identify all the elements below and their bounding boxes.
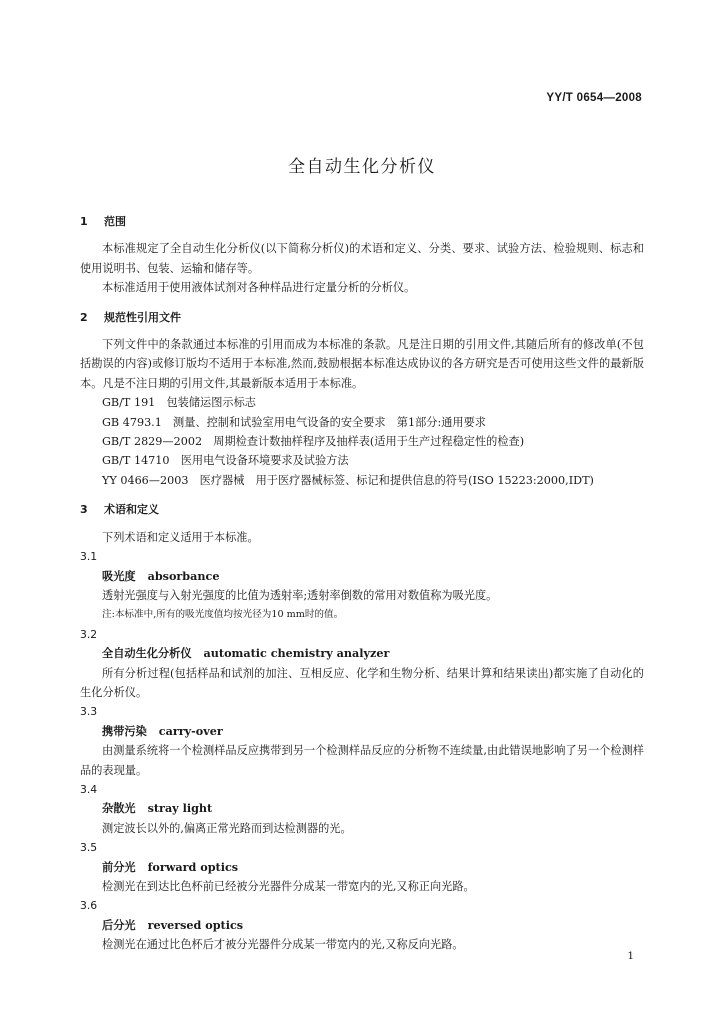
- term-zh: 吸光度: [102, 569, 136, 583]
- term-number: 3.1: [80, 550, 98, 564]
- reference-item: GB/T 14710 医用电气设备环境要求及试验方法: [102, 454, 349, 468]
- term-definition: 透射光强度与入射光强度的比值为透射率;透射率倒数的常用对数值称为吸光度。: [102, 588, 498, 602]
- term-entry: [80, 722, 644, 741]
- term-number: 3.6: [80, 899, 98, 913]
- term-definition: 测定波长以外的,偏离正常光路而到达检测器的光。: [102, 821, 352, 835]
- section-title: 术语和定义: [104, 503, 159, 517]
- term-definition: 由测量系统将一个检测样品反应携带到另一个检测样品反应的分析物不连续量,由此错误地影响了另一个检测样品的表现量。: [80, 744, 644, 777]
- section-heading-normative-references: [80, 308, 644, 327]
- page-title: 全自动生化分析仪: [288, 157, 436, 177]
- term-zh: 全自动生化分析仪: [102, 647, 192, 661]
- term-zh: 后分光: [102, 918, 136, 932]
- paragraph: 本标准适用于使用液体试剂对各种样品进行定量分析的分析仪。: [102, 281, 416, 295]
- section-title: 规范性引用文件: [104, 310, 181, 324]
- section-heading-terms-definitions: [80, 500, 644, 519]
- page-number: 1: [627, 950, 634, 962]
- term-zh: 杂散光: [102, 802, 136, 816]
- document-body: [80, 212, 644, 955]
- term-en: forward optics: [147, 859, 239, 874]
- term-zh: 携带污染: [102, 724, 147, 738]
- term-en: carry-over: [158, 723, 223, 738]
- term-en: absorbance: [147, 568, 220, 583]
- reference-item: GB/T 191 包装储运图示标志: [102, 396, 256, 410]
- term-number: 3.4: [80, 782, 98, 796]
- term-definition: 所有分析过程(包括样品和试剂的加注、互相反应、化学和生物分析、结果计算和结果读出)都实施了自动化的生化分析仪。: [80, 666, 644, 699]
- paragraph: 本标准规定了全自动生化分析仪(以下简称分析仪)的术语和定义、分类、要求、试验方法、检验规则、标志和使用说明书、包装、运输和储存等。: [80, 242, 644, 275]
- term-entry: [80, 799, 644, 818]
- section-number: 2: [80, 310, 88, 324]
- section-number: 1: [80, 215, 88, 228]
- section-heading-scope: [80, 212, 644, 231]
- term-number: 3.2: [80, 627, 98, 641]
- paragraph: 下列术语和定义适用于本标准。: [102, 530, 259, 544]
- term-en: reversed optics: [147, 917, 244, 932]
- term-en: stray light: [147, 801, 213, 816]
- term-definition: 检测光在到达比色杯前已经被分光器件分成某一带宽内的光,又称正向光路。: [102, 880, 475, 893]
- reference-item: YY 0466—2003 医疗器械 用于医疗器械标签、标记和提供信息的符号(ISO 15223:2000,IDT): [102, 473, 594, 487]
- section-title: 范围: [104, 215, 126, 228]
- term-number: 3.5: [80, 841, 98, 855]
- term-entry: [80, 567, 644, 586]
- reference-item: GB/T 2829—2002 周期检查计数抽样程序及抽样表(适用于生产过程稳定性的检查): [102, 435, 525, 449]
- term-number: 3.3: [80, 705, 98, 719]
- reference-item: GB 4793.1 测量、控制和试验室用电气设备的安全要求 第1部分:通用要求: [102, 415, 486, 429]
- term-entry: [80, 916, 644, 935]
- term-entry: [80, 644, 644, 663]
- section-number: 3: [80, 503, 88, 517]
- standard-code: YY/T 0654—2008: [546, 92, 642, 104]
- paragraph: 下列文件中的条款通过本标准的引用而成为本标准的条款。凡是注日期的引用文件,其随后所有的修改单(不包括勘误的内容)或修订版均不适用于本标准,然而,鼓励根据本标准达成协议的各方研究是否可使用这些文件的最新版本。凡是不注日期的引用文件,其最新版本适用于本标准。: [80, 338, 644, 390]
- term-note: 注:本标准中,所有的吸光度值均按光径为10 mm时的值。: [102, 609, 344, 621]
- term-entry: [80, 858, 644, 877]
- term-definition: 检测光在通过比色杯后才被分光器件分成某一带宽内的光,又称反向光路。: [102, 938, 464, 952]
- term-en: automatic chemistry analyzer: [203, 646, 390, 661]
- term-zh: 前分光: [102, 860, 136, 874]
